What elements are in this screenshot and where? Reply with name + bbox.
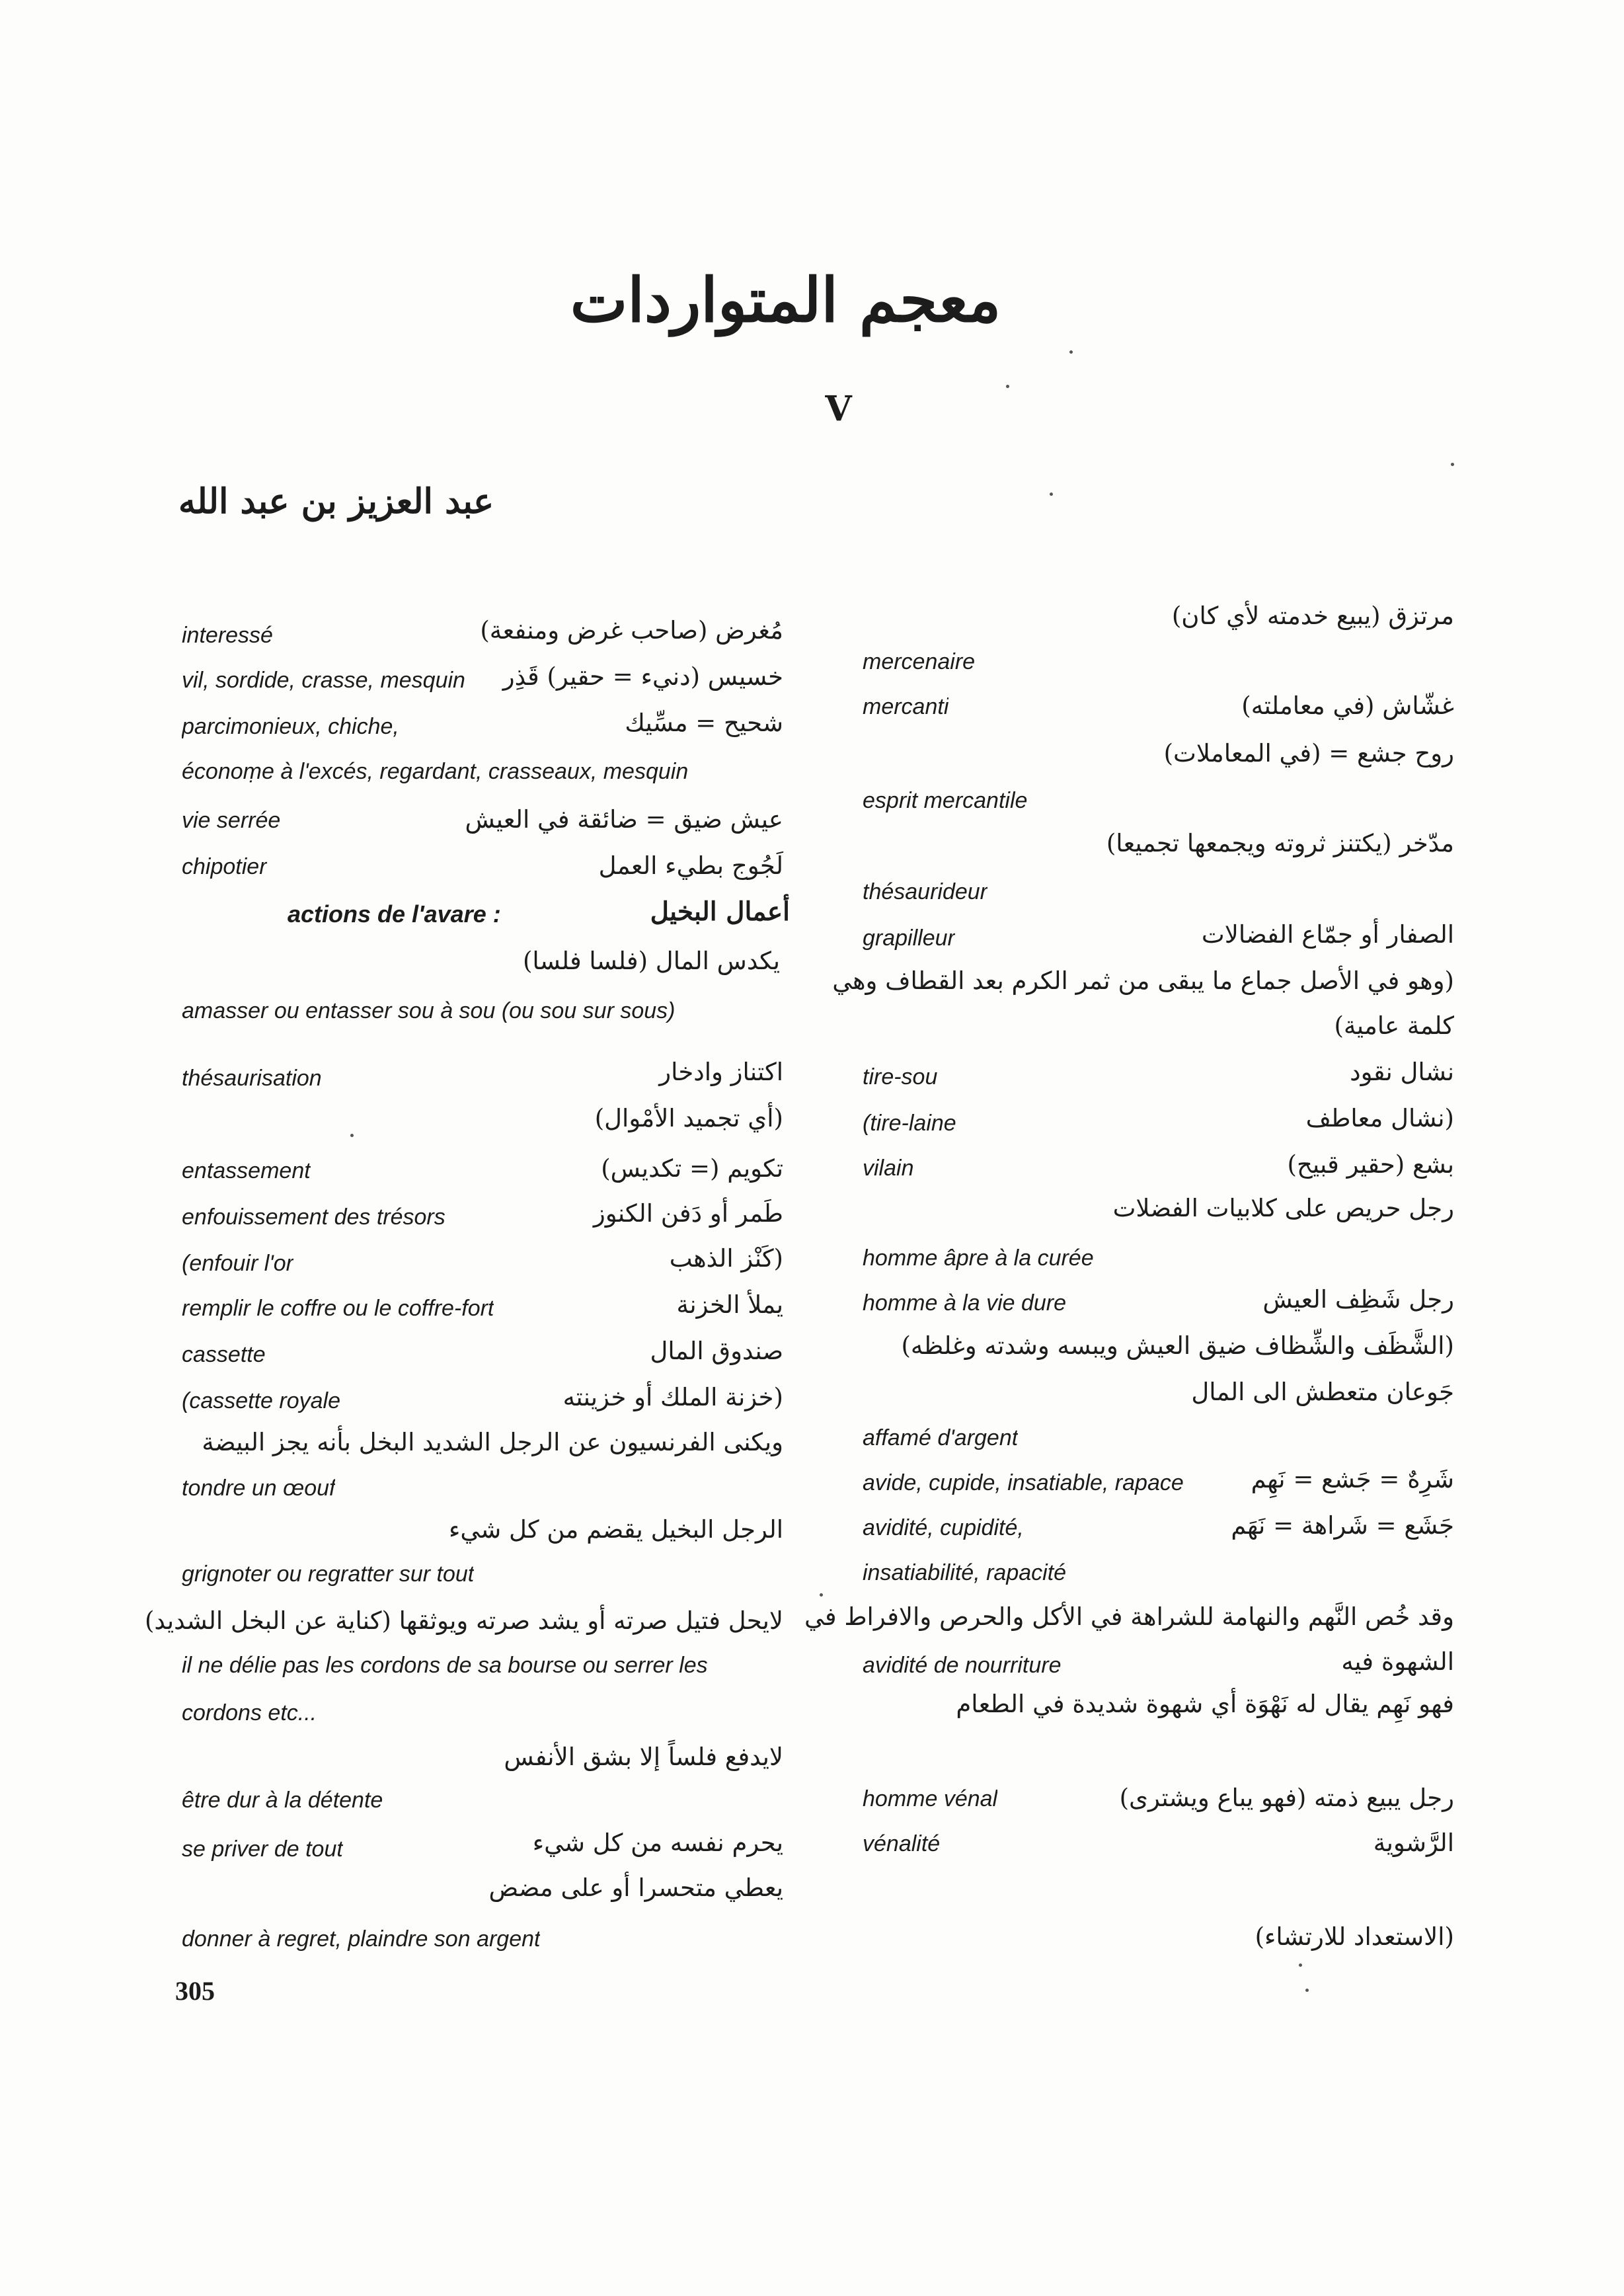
scan-speck — [350, 1134, 354, 1137]
author-name: عبد العزيز بن عبد الله — [178, 481, 494, 522]
right-col-arabic-entry: (الاستعداد للارتشاء) — [1255, 1922, 1454, 1951]
right-col-arabic-entry: نشال نقود — [1350, 1058, 1454, 1086]
right-col-arabic-entry: مرتزق (يبيع خدمته لأي كان) — [1171, 602, 1454, 630]
right-col-arabic-entry: رجل حريص على كلابيات الفضلات — [1112, 1194, 1454, 1222]
scan-speck — [820, 1593, 823, 1597]
left-col-arabic-entry: صندوق المال — [650, 1337, 783, 1365]
right-col-arabic-entry: شَرِهٌ = جَشع = نَهِم — [1251, 1465, 1454, 1493]
left-col-french-entry: se priver de tout — [182, 1837, 343, 1862]
left-col-arabic-entry: شحيح = مسِّيك — [625, 709, 783, 737]
left-extra-arabic: يكدس المال (فلسا فلسا) — [522, 947, 780, 975]
left-col-french-entry: vil, sordide, crasse, mesquin — [182, 668, 465, 693]
left-col-french-entry: cordons etc... — [182, 1700, 317, 1725]
left-col-french-entry: éconoṃe à l'excés, regardant, crasseaux, mesquin — [182, 759, 689, 784]
right-col-french-entry: grapilleur — [863, 926, 955, 951]
left-col-french-entry: amasser ou entasser sou à sou (ou sou sur sous) — [182, 998, 676, 1023]
left-col-french-entry: donner à regret, plaindre son argent — [182, 1926, 541, 1952]
right-col-arabic-entry: جَشَع = شَراهة = نَهَم — [1231, 1511, 1454, 1540]
left-col-arabic-entry: ويكنى الفرنسيون عن الرجل الشديد البخل بأنه يجز البيضة — [202, 1428, 783, 1456]
right-col-french-entry: homme âpre à la curée — [863, 1246, 1094, 1271]
right-col-french-entry: thésaurideur — [863, 879, 988, 904]
right-col-french-entry: affamé d'argent — [863, 1425, 1019, 1450]
right-col-arabic-entry: رجل شَظِف العيش — [1262, 1285, 1454, 1314]
left-col-french-entry: parcimonieux, chiche, — [182, 714, 399, 739]
scan-speck — [1305, 1989, 1309, 1992]
left-col-french-entry: (cassette royale — [182, 1388, 340, 1413]
right-col-arabic-entry: (وهو في الأصل جماع ما يبقى من ثمر الكرم بعد القطاف وهي — [832, 967, 1454, 995]
left-col-french-entry: thésaurisation — [182, 1066, 322, 1091]
left-col-french-entry: remplir le coffre ou le coffre-fort — [182, 1296, 494, 1321]
left-col-french-entry: grignoter ou regratter sur tout — [182, 1562, 475, 1587]
left-col-arabic-entry: تكويم (= تكديس) — [601, 1154, 783, 1183]
left-col-french-entry: enfouissement des trésors — [182, 1205, 445, 1230]
left-col-french-entry: cassette — [182, 1342, 266, 1367]
right-col-arabic-entry: (الشَّظَف والشِّظاف ضيق العيش ويبسه وشدته وغلظه) — [901, 1331, 1454, 1360]
left-col-arabic-entry: لايحل فتيل صرته أو يشد صرته ويوثقها (كناية عن البخل الشديد) — [144, 1606, 783, 1635]
right-col-arabic-entry: فهو نَهِم يقال له نَهْوَة أي شهوة شديدة في الطعام — [956, 1690, 1454, 1718]
right-col-arabic-entry: الصفار أو جمّاع الفضالات — [1201, 920, 1454, 949]
left-col-arabic-entry: يحرم نفسه من كل شيء — [532, 1829, 783, 1857]
left-col-arabic-entry: لايدفع فلساً إلا بشق الأنفس — [504, 1743, 783, 1771]
scan-speck — [1069, 350, 1073, 354]
scan-speck — [1299, 1963, 1302, 1967]
left-section-heading-fr: actions de l'avare : — [288, 900, 501, 928]
left-col-french-entry: vie serrée — [182, 808, 281, 833]
left-col-arabic-entry: (أي تجميد الأمْوال) — [594, 1104, 783, 1132]
left-col-french-entry: être dur à la détente — [182, 1788, 383, 1813]
left-col-arabic-entry: عيش ضيق = ضائقة في العيش — [465, 805, 783, 834]
left-col-french-entry: chipotier — [182, 854, 267, 879]
left-col-arabic-entry: (خزنة الملك أو خزينته — [562, 1383, 783, 1411]
right-col-arabic-entry: الشهوة فيه — [1341, 1647, 1454, 1676]
right-col-arabic-entry: غشّاش (في معاملته) — [1241, 692, 1454, 720]
volume-numeral: V — [825, 389, 852, 429]
right-col-french-entry: vénalité — [863, 1831, 941, 1856]
left-col-arabic-entry: (كَنْز الذهب — [669, 1244, 783, 1273]
left-col-french-entry: interessé — [182, 623, 273, 648]
page-number: 305 — [175, 1976, 215, 2006]
left-col-arabic-entry: الرجل البخيل يقضم من كل شيء — [448, 1515, 783, 1544]
scan-speck — [1006, 385, 1009, 388]
right-col-french-entry: esprit mercantile — [863, 788, 1028, 813]
right-col-arabic-entry: جَوعان متعطش الى المال — [1191, 1378, 1454, 1406]
left-section-heading-ar: أعمال البخيل — [650, 896, 790, 927]
left-col-french-entry: entassement — [182, 1158, 311, 1183]
right-col-french-entry: avidité de nourriture — [863, 1653, 1062, 1678]
right-col-french-entry: mercanti — [863, 694, 949, 719]
right-col-arabic-entry: مدّخر (يكتنز ثروته ويجمعها تجميعا) — [1106, 829, 1454, 857]
left-col-arabic-entry: لَجُوج بطيء العمل — [598, 851, 783, 880]
right-col-french-entry: avide, cupide, insatiable, rapace — [863, 1470, 1184, 1495]
left-col-arabic-entry: طَمر أو دَفن الكنوز — [593, 1199, 783, 1228]
right-col-french-entry: (tire-laine — [863, 1111, 956, 1136]
left-col-french-entry: (enfouir l'or — [182, 1251, 294, 1276]
right-col-french-entry: homme vénal — [863, 1786, 998, 1811]
right-col-french-entry: vilain — [863, 1156, 914, 1181]
right-col-arabic-entry: وقد خُص النَّهم والنهامة للشراهة في الأكل والحرص والافراط في — [804, 1603, 1454, 1631]
right-col-french-entry: insatiabilité, rapacité — [863, 1560, 1067, 1585]
right-col-french-entry: mercenaire — [863, 649, 976, 674]
left-col-french-entry: tondre un œouf — [182, 1476, 336, 1501]
right-col-arabic-entry: بشع (حقير قبيح) — [1287, 1150, 1454, 1179]
scan-speck — [1451, 463, 1454, 466]
right-col-arabic-entry: رجل يبيع ذمته (فهو يباع ويشترى) — [1119, 1784, 1454, 1812]
right-col-arabic-entry: كلمة عامية) — [1334, 1011, 1454, 1040]
right-col-french-entry: homme à la vie dure — [863, 1290, 1067, 1316]
right-col-arabic-entry: الرَّشوية — [1373, 1829, 1454, 1857]
right-col-arabic-entry: روح جشع = (في المعاملات) — [1163, 739, 1454, 768]
right-col-french-entry: avidité, cupidité, — [863, 1515, 1024, 1540]
left-col-french-entry: il ne délie pas les cordons de sa bourse ou serrer les — [182, 1653, 708, 1678]
scan-speck — [1050, 493, 1053, 496]
page-title: معجم المتواردات — [570, 264, 1001, 336]
left-col-arabic-entry: مُغرض (صاحب غرض ومنفعة) — [480, 616, 783, 645]
left-col-arabic-entry: يملأ الخزنة — [676, 1290, 783, 1319]
left-col-arabic-entry: يعطي متحسرا أو على مضض — [488, 1874, 783, 1902]
right-col-arabic-entry: (نشال معاطف — [1305, 1104, 1454, 1132]
right-col-french-entry: tire-sou — [863, 1064, 938, 1089]
left-col-arabic-entry: خسيس (دنيء = حقير) قَذِر — [502, 662, 783, 691]
left-col-arabic-entry: اكتناز وادخار — [659, 1058, 783, 1086]
